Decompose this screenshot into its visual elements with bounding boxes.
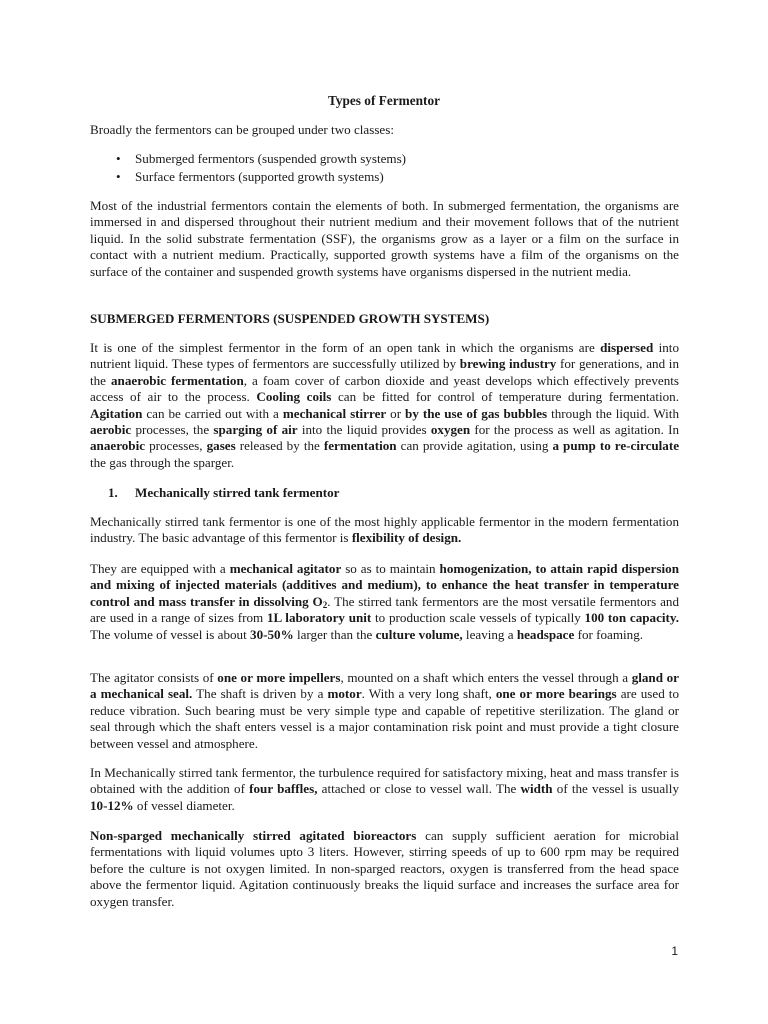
page-title: Types of Fermentor bbox=[327, 93, 440, 108]
bold-term: fermentation bbox=[323, 438, 397, 454]
text-run: , mounted on a shaft which enters the vessel through a bbox=[340, 670, 632, 685]
agitator-equipment-paragraph bbox=[90, 561, 679, 643]
list-item: • Surface fermentors (supported growth systems) bbox=[90, 169, 406, 187]
text-run: . The stirred tank fermentors are the most versatile fermentors and are used in a range of sizes from bbox=[90, 593, 679, 626]
non-sparged-paragraph bbox=[90, 828, 679, 910]
text-run: are used to reduce vibration. Such bearing must be very simple type and capable of repetitive sterilization. The gland or seal through which the shaft enters vessel is a major contamination risk point and must provide a tight closure between vessel and atmosphere. bbox=[90, 686, 679, 751]
numbered-heading-stirred-tank bbox=[108, 485, 339, 501]
text-run: for the process as well as agitation. In bbox=[470, 422, 679, 438]
text-run: The agitator consists of bbox=[90, 670, 218, 685]
bold-term: a pump to re-circulate bbox=[552, 438, 680, 454]
bold-term: 1L laboratory unit bbox=[266, 610, 372, 626]
bold-term: width bbox=[520, 781, 553, 797]
bold-term: Non-sparged mechanically stirred agitated bioreactors bbox=[90, 828, 417, 843]
text-run: can supply sufficient aeration for microbial fermentations with liquid volumes upto 3 liters. However, stirring speeds of up to 600 rpm may be required before the culture is not oxygen limited. In non-sparged reactors, oxygen is transferred from the head space above the fermentor liquid. Agitation continuously breaks the liquid surface and increases the surface area for oxygen transfer. bbox=[90, 828, 679, 909]
text-run: of vessel diameter. bbox=[133, 797, 235, 813]
heading-number: 1. bbox=[108, 485, 118, 500]
text-run: The shaft is driven by a bbox=[192, 686, 328, 702]
fermentor-class-list bbox=[90, 151, 406, 187]
text-run: into the liquid provides bbox=[297, 422, 431, 438]
text-run: so as to maintain bbox=[341, 561, 440, 576]
text-run: of the vessel is usually bbox=[552, 781, 679, 797]
heading-label: Mechanically stirred tank fermentor bbox=[135, 485, 340, 500]
bold-term: Cooling coils bbox=[256, 389, 332, 405]
text-run: larger than the bbox=[293, 626, 376, 642]
text-run: Mechanically stirred tank fermentor is one of the most highly applicable fermentor in the modern fermentation industry. The basic advantage of this fermentor is bbox=[90, 514, 679, 546]
bold-term: anaerobic fermentation bbox=[111, 372, 244, 388]
text-run: In Mechanically stirred tank fermentor, the turbulence required for satisfactory mixing, heat and mass transfer is obtained with the addition of bbox=[90, 765, 679, 797]
intro-paragraph: Broadly the fermentors can be grouped under two classes: bbox=[90, 122, 394, 137]
text-run: for foaming. bbox=[574, 626, 644, 642]
stirred-tank-intro-paragraph bbox=[90, 514, 679, 547]
bold-term: oxygen bbox=[430, 422, 471, 438]
bold-term: by the use of gas bubbles bbox=[405, 405, 548, 421]
text-run: , a foam cover of carbon dioxide and yeast develops which effectively prevents access of air to the process. bbox=[90, 372, 679, 405]
text-run: can be fitted for control of temperature during fermentation. bbox=[331, 389, 679, 405]
bold-term: mechanical stirrer bbox=[282, 405, 387, 421]
bold-term: 100 ton capacity. bbox=[584, 610, 679, 626]
bold-term: brewing industry bbox=[459, 356, 557, 372]
list-item: • Submerged fermentors (suspended growth systems) bbox=[90, 151, 406, 169]
text-run: can be carried out with a bbox=[142, 405, 283, 421]
bold-term: 10-12% bbox=[90, 797, 134, 813]
text-run: The volume of vessel is about bbox=[90, 626, 251, 642]
text-run: leaving a bbox=[462, 626, 517, 642]
bold-term: four baffles, bbox=[249, 781, 318, 797]
text-run: or bbox=[386, 405, 406, 421]
bold-term: anaerobic bbox=[90, 438, 146, 454]
bold-term: homogenization, to attain rapid dispersion and mixing of injected materials (additives and medium), to enhance the heat transfer in temperature control and mass transfer in dissolving O bbox=[90, 561, 679, 609]
agitator-details-paragraph bbox=[90, 670, 679, 752]
bold-term: flexibility of design. bbox=[351, 530, 462, 546]
text-run: attached or close to vessel wall. The bbox=[317, 781, 521, 797]
bold-term: aerobic bbox=[90, 422, 132, 438]
text-run: processes, bbox=[145, 438, 207, 454]
text-run: They are equipped with a bbox=[90, 561, 230, 576]
section-heading-submerged: SUBMERGED FERMENTORS (SUSPENDED GROWTH SYSTEMS) bbox=[90, 311, 490, 326]
bold-term: one or more bearings bbox=[495, 686, 617, 702]
text-run: It is one of the simplest fermentor in the form of an open tank in which the organisms are bbox=[90, 340, 601, 355]
text-run: can provide agitation, using bbox=[396, 438, 553, 454]
bold-term: dispersed bbox=[600, 340, 654, 355]
bold-term: 30-50% bbox=[250, 626, 294, 642]
text-run: . With a very long shaft, bbox=[361, 686, 496, 702]
bold-term: culture volume, bbox=[375, 626, 463, 642]
text-run: processes, the bbox=[131, 422, 214, 438]
bold-term: gases bbox=[206, 438, 236, 454]
overview-paragraph: Most of the industrial fermentors contain the elements of both. In submerged fermentation, the organisms are immersed in and dispersed throughout their nutrient medium and their movement follows that of the nutrient liquid. In the solid substrate fermentation (SSF), the organisms grow as a layer or a film on the surface in contact with a nutrient medium. Practically, supported growth systems have a film of the organisms on the surface of the container and suspended growth systems have organisms dispersed in the nutrient media. bbox=[90, 198, 679, 279]
submerged-paragraph bbox=[90, 340, 679, 471]
page-number: 1 bbox=[671, 944, 678, 958]
text-run: the gas through the sparger. bbox=[90, 454, 235, 470]
baffles-paragraph bbox=[90, 765, 679, 814]
subscript-text: 2 bbox=[322, 599, 328, 610]
text-run: through the liquid. With bbox=[547, 405, 679, 421]
text-run: for generations, and in the bbox=[90, 356, 679, 388]
bold-term: motor bbox=[327, 686, 362, 702]
bold-term: sparging of air bbox=[213, 422, 298, 438]
bold-term: mechanical agitator bbox=[229, 561, 342, 576]
text-run: to production scale vessels of typically bbox=[371, 610, 585, 626]
bold-term: headspace bbox=[516, 626, 575, 642]
bold-term: gland or a mechanical seal. bbox=[90, 670, 679, 702]
text-run: into nutrient liquid. These types of fermentors are successfully utilized by bbox=[90, 340, 679, 372]
text-run: released by the bbox=[235, 438, 324, 454]
bold-term: one or more impellers bbox=[217, 670, 341, 685]
bold-term: Agitation bbox=[90, 405, 143, 421]
